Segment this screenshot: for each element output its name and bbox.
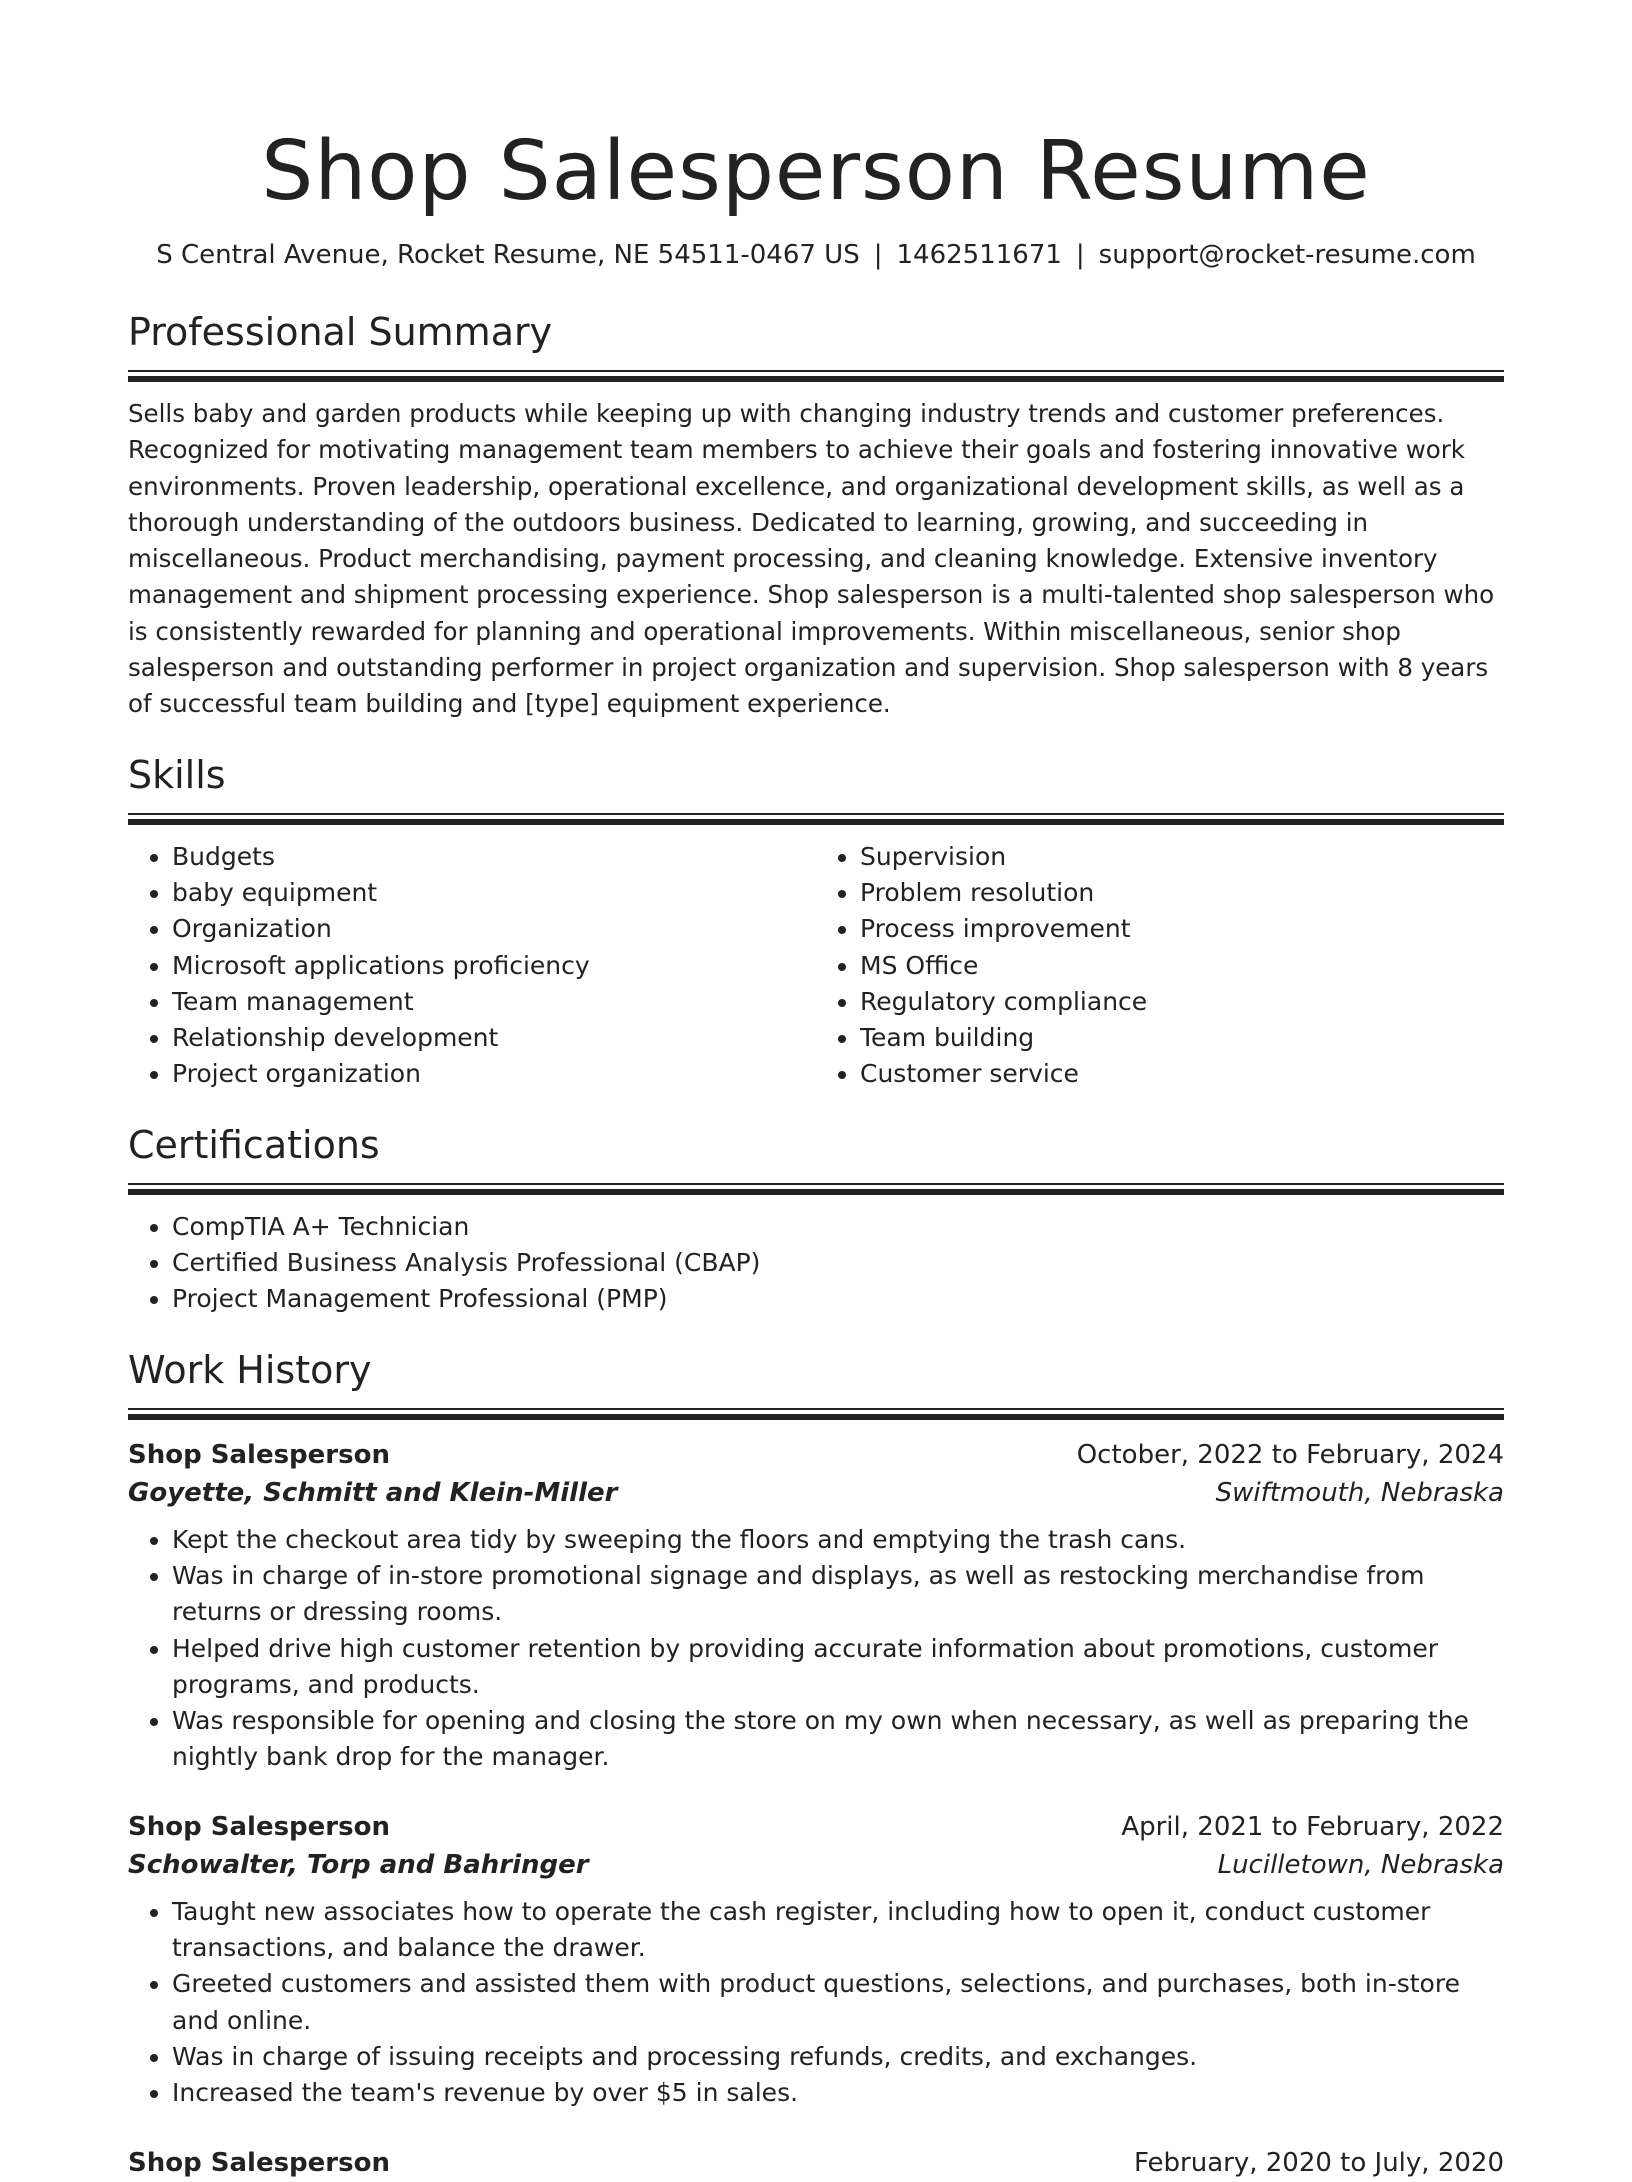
skill-item: • baby equipment <box>172 875 816 911</box>
job-entry <box>128 1808 1504 2112</box>
skill-item: • Organization <box>172 911 816 947</box>
skill-item: • Relationship development <box>172 1020 816 1056</box>
job-bullet: • Greeted customers and assisted them with product questions, selections, and purchases, both in-store and online. <box>172 1966 1504 2039</box>
certification-item: • Project Management Professional (PMP) <box>172 1281 1504 1317</box>
job-bullets <box>128 1522 1504 1776</box>
job-title: Shop Salesperson <box>128 1439 390 1470</box>
job-bullet: • Kept the checkout area tidy by sweeping the floors and emptying the trash cans. <box>172 1522 1504 1558</box>
skills-section <box>128 751 1504 1093</box>
skill-item: • Regulatory compliance <box>860 984 1504 1020</box>
separator: | <box>873 240 883 270</box>
page-title: Shop Salesperson Resume <box>261 124 1371 219</box>
job-bullet: • Was in charge of issuing receipts and processing refunds, credits, and exchanges. <box>172 2039 1504 2075</box>
work-history-section <box>128 1346 1504 2182</box>
section-title-skills: Skills <box>128 752 226 797</box>
job-bullet: • Was in charge of in-store promotional signage and displays, as well as restocking merchandise from returns or dressing rooms. <box>172 1558 1504 1631</box>
job-title: Shop Salesperson <box>128 2147 390 2178</box>
skill-item: • Process improvement <box>860 911 1504 947</box>
job-bullet: • Taught new associates how to operate the cash register, including how to open it, conduct customer transactions, and balance the drawer. <box>172 1894 1504 1967</box>
job-dates: February, 2020 to July, 2020 <box>1134 2147 1504 2178</box>
section-divider <box>128 813 1504 825</box>
certification-item: • Certified Business Analysis Professional (CBAP) <box>172 1245 1504 1281</box>
section-divider <box>128 370 1504 382</box>
contact-line <box>128 238 1504 272</box>
job-location: Lucilletown, Nebraska <box>1217 1849 1504 1880</box>
address: S Central Avenue, Rocket Resume, NE 54511-0467 US <box>156 240 860 270</box>
job-entry <box>128 1436 1504 1776</box>
job-dates: April, 2021 to February, 2022 <box>1121 1811 1504 1842</box>
job-bullet: • Was responsible for opening and closing the store on my own when necessary, as well as preparing the nightly bank drop for the manager. <box>172 1703 1504 1776</box>
certification-item: • CompTIA A+ Technician <box>172 1209 1504 1245</box>
phone: 1462511671 <box>896 240 1062 270</box>
skill-item: • Problem resolution <box>860 875 1504 911</box>
job-bullets <box>128 1894 1504 2112</box>
job-bullet: • Helped drive high customer retention by providing accurate information about promotions, customer programs, and products. <box>172 1631 1504 1704</box>
section-divider <box>128 1408 1504 1420</box>
summary-text: Sells baby and garden products while keeping up with changing industry trends and customer preferences. Recognized for motivating management team members to achieve their goals and fostering innovative work environments. Proven leadership, operational excellence, and organizational development skills, as well as a thorough understanding of the outdoors business. Dedicated to learning, growing, and succeeding in miscellaneous. Product merchandising, payment processing, and cleaning knowledge. Extensive inventory management and shipment processing experience. Shop salesperson is a multi-talented shop salesperson who is consistently rewarded for planning and operational improvements. Within miscellaneous, senior shop salesperson and outstanding performer in project organization and supervision. Shop salesperson with 8 years of successful team building and [type] equipment experience. <box>128 399 1495 719</box>
skills-list-right <box>816 839 1504 1093</box>
separator: | <box>1075 240 1085 270</box>
job-dates: October, 2022 to February, 2024 <box>1076 1439 1504 1470</box>
summary-section <box>128 308 1504 723</box>
certifications-list <box>128 1209 1504 1318</box>
email-link[interactable]: support@rocket-resume.com <box>1098 240 1476 270</box>
skill-item: • Team building <box>860 1020 1504 1056</box>
skill-item: • Team management <box>172 984 816 1020</box>
skill-item: • MS Office <box>860 948 1504 984</box>
skill-item: • Supervision <box>860 839 1504 875</box>
skill-item: • Microsoft applications proficiency <box>172 948 816 984</box>
section-title-work-history: Work History <box>128 1347 372 1392</box>
skill-item: • Project organization <box>172 1056 816 1092</box>
job-employer: Schowalter, Torp and Bahringer <box>128 1849 589 1880</box>
skills-list-left <box>128 839 816 1093</box>
job-location: Swiftmouth, Nebraska <box>1215 1477 1504 1508</box>
certifications-section <box>128 1121 1504 1318</box>
skill-item: • Customer service <box>860 1056 1504 1092</box>
section-title-summary: Professional Summary <box>128 310 553 354</box>
section-divider <box>128 1183 1504 1195</box>
job-bullet: • Increased the team's revenue by over $5 in sales. <box>172 2075 1504 2111</box>
job-entry <box>128 2144 1504 2182</box>
skill-item: • Budgets <box>172 839 816 875</box>
section-title-certifications: Certifications <box>128 1122 380 1167</box>
resume-page <box>128 0 1504 2182</box>
job-title: Shop Salesperson <box>128 1811 390 1842</box>
job-employer: Goyette, Schmitt and Klein-Miller <box>128 1477 618 1508</box>
